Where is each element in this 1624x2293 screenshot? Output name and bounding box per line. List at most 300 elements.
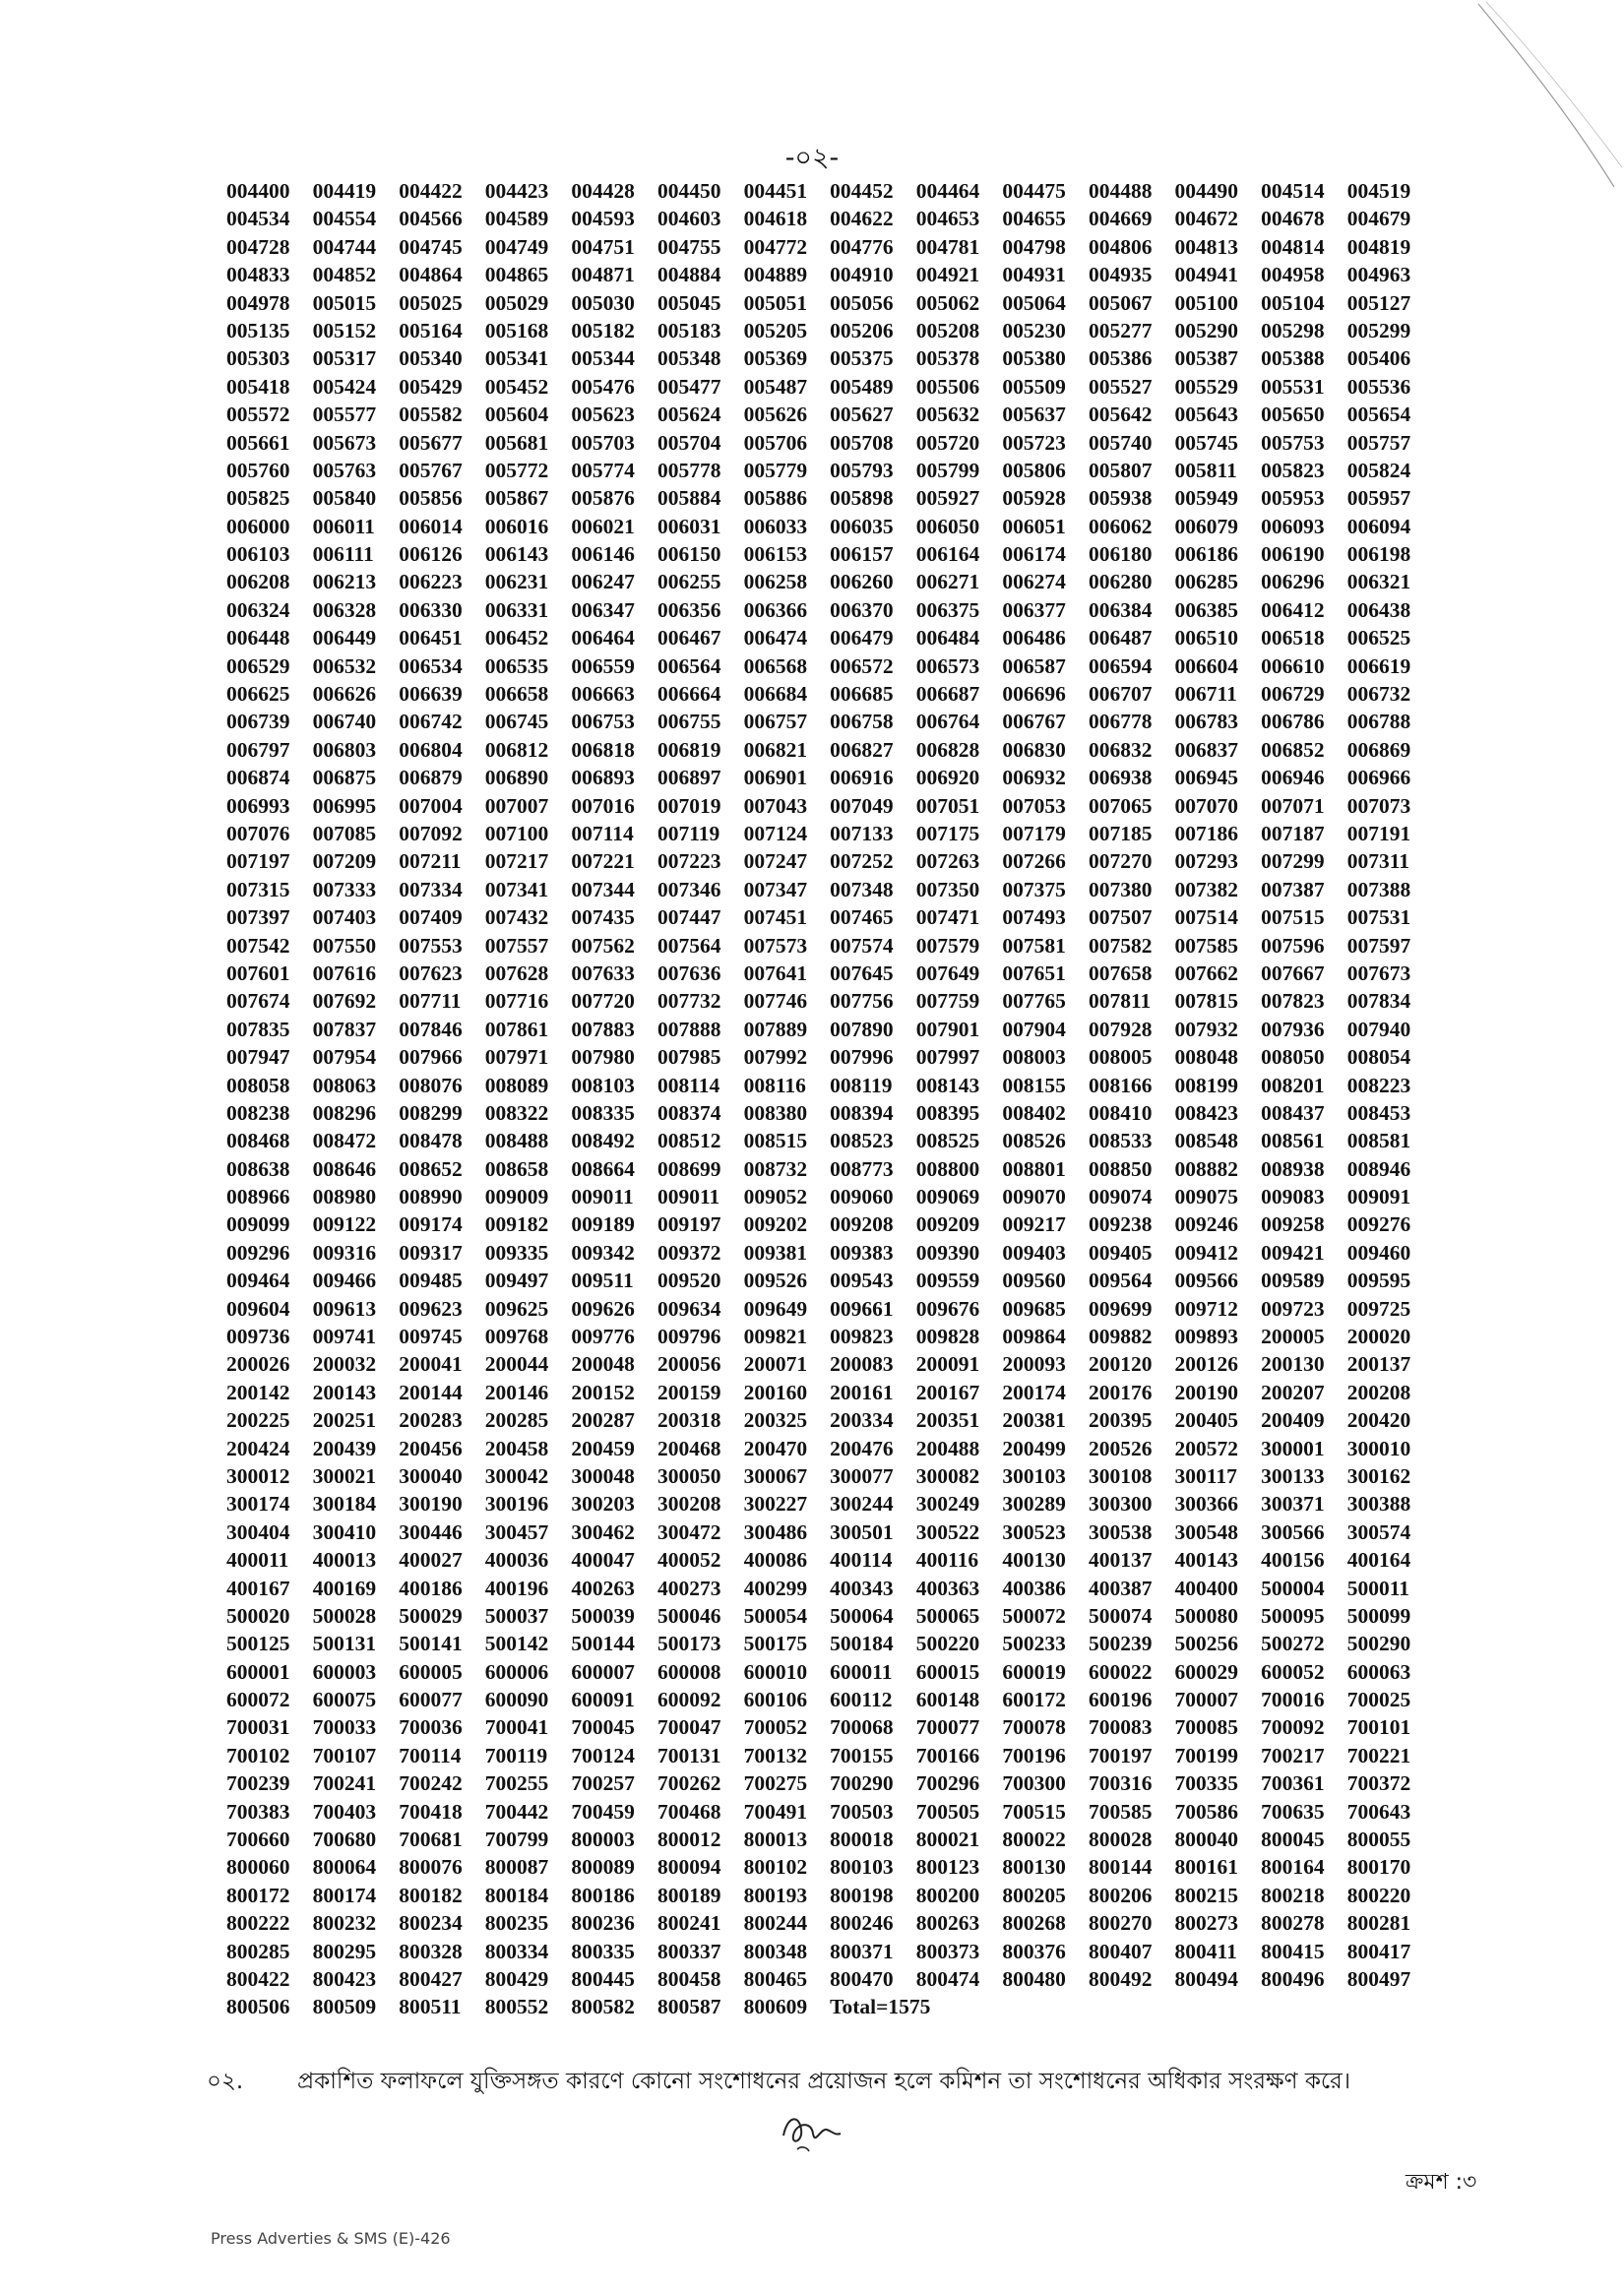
roll-number: 300366 xyxy=(1174,1492,1239,1517)
roll-number: 005856 xyxy=(399,486,463,511)
roll-number: 005298 xyxy=(1261,318,1325,342)
roll-number: 005206 xyxy=(830,318,894,342)
roll-number: 005673 xyxy=(312,430,377,455)
roll-row xyxy=(226,1267,1433,1294)
roll-number: 005760 xyxy=(226,458,290,482)
roll-number: 800144 xyxy=(1088,1855,1153,1880)
roll-number: 006658 xyxy=(484,682,549,707)
roll-number: 009613 xyxy=(312,1296,377,1321)
roll-number: 006711 xyxy=(1174,682,1237,707)
roll-number: 007573 xyxy=(743,933,808,958)
roll-number: 007581 xyxy=(1002,933,1066,958)
roll-number: 007388 xyxy=(1346,877,1411,901)
roll-number: 007065 xyxy=(1088,793,1153,818)
roll-number: 004488 xyxy=(1088,179,1153,203)
roll-number: 007382 xyxy=(1174,877,1239,901)
roll-number: 005056 xyxy=(830,290,894,315)
roll-row xyxy=(226,960,1433,987)
roll-number: 500029 xyxy=(399,1603,463,1628)
roll-number: 007997 xyxy=(915,1045,980,1070)
roll-number: 007221 xyxy=(571,849,635,874)
roll-number: 005624 xyxy=(656,403,721,427)
roll-number: 004749 xyxy=(484,234,549,259)
roll-number: 004653 xyxy=(915,207,980,231)
roll-number: 007996 xyxy=(830,1045,894,1070)
roll-number: 800022 xyxy=(1002,1828,1066,1852)
roll-number: 006103 xyxy=(226,542,290,567)
roll-number: 007674 xyxy=(226,989,290,1014)
roll-number: 008581 xyxy=(1346,1129,1411,1153)
roll-number: 004751 xyxy=(571,234,635,259)
roll-number: 700643 xyxy=(1346,1799,1411,1824)
roll-number: 700092 xyxy=(1261,1715,1325,1740)
roll-number: 007601 xyxy=(226,961,290,985)
roll-number: 700083 xyxy=(1088,1715,1153,1740)
roll-number: 800103 xyxy=(830,1855,894,1880)
roll-number: 400169 xyxy=(312,1576,377,1600)
roll-number: 008946 xyxy=(1346,1156,1411,1181)
roll-number: 007493 xyxy=(1002,905,1066,930)
roll-row xyxy=(226,1099,1433,1127)
roll-number: 700107 xyxy=(312,1743,377,1767)
roll-number: 800200 xyxy=(915,1883,980,1907)
roll-number: 007732 xyxy=(656,989,721,1014)
roll-number: 007645 xyxy=(830,961,894,985)
roll-row xyxy=(226,680,1433,708)
roll-number: 007574 xyxy=(830,933,894,958)
roll-number: 007016 xyxy=(571,793,635,818)
roll-number: 200091 xyxy=(915,1352,980,1377)
roll-number: 004566 xyxy=(399,207,463,231)
roll-number: 005720 xyxy=(915,430,980,455)
roll-number: 005290 xyxy=(1174,318,1239,342)
roll-number: 007471 xyxy=(915,905,980,930)
roll-number: 800582 xyxy=(571,1995,635,2019)
roll-number: 800295 xyxy=(312,1939,377,1963)
roll-number: 005452 xyxy=(484,374,549,399)
roll-number: 005793 xyxy=(830,458,894,482)
roll-number: 006274 xyxy=(1002,570,1066,594)
roll-number: 600112 xyxy=(830,1688,893,1712)
roll-number: 008492 xyxy=(571,1129,635,1153)
roll-number: 009258 xyxy=(1261,1212,1325,1237)
roll-number: 007186 xyxy=(1174,821,1239,845)
roll-number: 005811 xyxy=(1174,458,1237,482)
roll-number: 004514 xyxy=(1261,179,1325,203)
roll-number: 009074 xyxy=(1088,1185,1153,1209)
roll-number: 007004 xyxy=(399,793,463,818)
roll-number: 008166 xyxy=(1088,1073,1153,1097)
roll-number: 400196 xyxy=(484,1576,549,1600)
roll-number: 700068 xyxy=(830,1715,894,1740)
roll-number: 006366 xyxy=(743,597,808,622)
roll-number: 008773 xyxy=(830,1156,894,1181)
roll-number: 004450 xyxy=(656,179,721,203)
roll-number: 007397 xyxy=(226,905,290,930)
roll-number: 700077 xyxy=(915,1715,980,1740)
roll-number: 007557 xyxy=(484,933,549,958)
roll-number: 006050 xyxy=(915,514,980,538)
note-number: ০২. xyxy=(207,2069,244,2094)
roll-number: 400363 xyxy=(915,1576,980,1600)
roll-number: 007596 xyxy=(1261,933,1325,958)
roll-number: 004423 xyxy=(484,179,549,203)
roll-number: 200160 xyxy=(743,1380,808,1404)
roll-number: 008652 xyxy=(399,1156,463,1181)
roll-number: 800281 xyxy=(1346,1911,1411,1936)
roll-number: 007311 xyxy=(1346,849,1410,874)
roll-row xyxy=(226,932,1433,960)
roll-number: 800232 xyxy=(312,1911,377,1936)
roll-row xyxy=(226,568,1433,595)
roll-number: 800422 xyxy=(226,1967,290,1991)
roll-number: 005632 xyxy=(915,403,980,427)
roll-number: 005030 xyxy=(571,290,635,315)
roll-row xyxy=(226,1686,1433,1713)
roll-number: 009736 xyxy=(226,1325,290,1349)
roll-number: 006625 xyxy=(226,682,290,707)
roll-number: 007217 xyxy=(484,849,549,874)
roll-number: 800040 xyxy=(1174,1828,1239,1852)
roll-number: 600106 xyxy=(743,1688,808,1712)
roll-number: 009634 xyxy=(656,1296,721,1321)
roll-number: 200137 xyxy=(1346,1352,1411,1377)
roll-number: 006916 xyxy=(830,766,894,790)
roll-row xyxy=(226,289,1433,317)
roll-number: 006198 xyxy=(1346,542,1411,567)
roll-number: 009595 xyxy=(1346,1269,1411,1293)
roll-number: 800465 xyxy=(743,1967,808,1991)
roll-number: 006830 xyxy=(1002,737,1066,762)
roll-number: 008058 xyxy=(226,1073,290,1097)
roll-number: 004864 xyxy=(399,263,463,287)
roll-number: 009864 xyxy=(1002,1325,1066,1349)
roll-number: 800348 xyxy=(743,1939,808,1963)
roll-number: 007179 xyxy=(1002,821,1066,845)
roll-number: 007350 xyxy=(915,877,980,901)
roll-number: 009676 xyxy=(915,1296,980,1321)
roll-row xyxy=(226,1546,1433,1574)
roll-number: 800511 xyxy=(399,1995,462,2019)
roll-number: 007175 xyxy=(915,821,980,845)
roll-number: 600077 xyxy=(399,1688,463,1712)
roll-number: 008050 xyxy=(1261,1045,1325,1070)
roll-number: 007940 xyxy=(1346,1017,1411,1041)
roll-number: 009776 xyxy=(571,1325,635,1349)
roll-number: 600092 xyxy=(656,1688,721,1712)
roll-number: 004672 xyxy=(1174,207,1239,231)
roll-number-list xyxy=(226,177,1433,2021)
roll-number: 009122 xyxy=(312,1212,377,1237)
roll-number: 500074 xyxy=(1088,1603,1153,1628)
roll-number: 006828 xyxy=(915,737,980,762)
roll-number: 007191 xyxy=(1346,821,1411,845)
roll-number: 700241 xyxy=(312,1771,377,1796)
roll-number: 007092 xyxy=(399,821,463,845)
roll-number: 500256 xyxy=(1174,1632,1239,1656)
roll-number: 006126 xyxy=(399,542,463,567)
roll-number: 009276 xyxy=(1346,1212,1411,1237)
roll-row xyxy=(226,484,1433,512)
roll-number: 600022 xyxy=(1088,1659,1153,1684)
roll-number: 005487 xyxy=(743,374,808,399)
roll-number: 008664 xyxy=(571,1156,635,1181)
roll-number: 007187 xyxy=(1261,821,1325,845)
roll-number: 500095 xyxy=(1261,1603,1325,1628)
roll-number: 700503 xyxy=(830,1799,894,1824)
roll-number: 700635 xyxy=(1261,1799,1325,1824)
roll-number: 200176 xyxy=(1088,1380,1153,1404)
roll-number: 008515 xyxy=(743,1129,808,1153)
roll-row xyxy=(226,708,1433,735)
roll-number: 004519 xyxy=(1346,179,1411,203)
roll-number: 007846 xyxy=(399,1017,463,1041)
roll-number: 007759 xyxy=(915,989,980,1014)
roll-number: 004745 xyxy=(399,234,463,259)
roll-number: 800234 xyxy=(399,1911,463,1936)
roll-number: 006016 xyxy=(484,514,549,538)
roll-number: 006594 xyxy=(1088,653,1153,678)
roll-number: 700275 xyxy=(743,1771,808,1796)
roll-number: 004935 xyxy=(1088,263,1153,287)
roll-number: 300021 xyxy=(312,1463,377,1488)
roll-number: 500004 xyxy=(1261,1576,1325,1600)
roll-number: 700078 xyxy=(1002,1715,1066,1740)
roll-number: 008335 xyxy=(571,1100,635,1125)
roll-number: 007720 xyxy=(571,989,635,1014)
roll-row xyxy=(226,764,1433,791)
roll-number: 700296 xyxy=(915,1771,980,1796)
roll-number: 006818 xyxy=(571,737,635,762)
roll-number: 009745 xyxy=(399,1325,463,1349)
roll-number: 300108 xyxy=(1088,1463,1153,1488)
roll-number: 700799 xyxy=(484,1828,549,1852)
roll-number: 005753 xyxy=(1261,430,1325,455)
roll-number: 005369 xyxy=(743,346,808,371)
roll-number: 008238 xyxy=(226,1100,290,1125)
roll-number: 700217 xyxy=(1261,1743,1325,1767)
roll-number: 800003 xyxy=(571,1828,635,1852)
roll-number: 500290 xyxy=(1346,1632,1411,1656)
roll-number: 005745 xyxy=(1174,430,1239,455)
roll-number: 005898 xyxy=(830,486,894,511)
roll-row xyxy=(226,1210,1433,1238)
roll-number: 700442 xyxy=(484,1799,549,1824)
roll-number: 800273 xyxy=(1174,1911,1239,1936)
roll-number: 200083 xyxy=(830,1352,894,1377)
roll-row xyxy=(226,205,1433,232)
roll-number: 008199 xyxy=(1174,1073,1239,1097)
roll-number: 004776 xyxy=(830,234,894,259)
roll-number: 006869 xyxy=(1346,737,1411,762)
roll-number: 009741 xyxy=(312,1325,377,1349)
roll-number: 007007 xyxy=(484,793,549,818)
roll-number: 006208 xyxy=(226,570,290,594)
roll-number: 006852 xyxy=(1261,737,1325,762)
roll-number: 300300 xyxy=(1088,1492,1153,1517)
roll-row xyxy=(226,261,1433,288)
roll-number: 005303 xyxy=(226,346,290,371)
roll-number: 005953 xyxy=(1261,486,1325,511)
roll-number: 500144 xyxy=(571,1632,635,1656)
roll-number: 006190 xyxy=(1261,542,1325,567)
roll-number: 300472 xyxy=(656,1519,721,1544)
roll-number: 200208 xyxy=(1346,1380,1411,1404)
roll-number: 600015 xyxy=(915,1659,980,1684)
roll-number: 400400 xyxy=(1174,1576,1239,1600)
roll-number: 006525 xyxy=(1346,626,1411,651)
roll-number: 004678 xyxy=(1261,207,1325,231)
roll-number: 007344 xyxy=(571,877,635,901)
roll-number: 500046 xyxy=(656,1603,721,1628)
roll-number: 200048 xyxy=(571,1352,635,1377)
roll-number: 500020 xyxy=(226,1603,290,1628)
roll-number: 008990 xyxy=(399,1185,463,1209)
roll-number: 008512 xyxy=(656,1129,721,1153)
roll-number: 200152 xyxy=(571,1380,635,1404)
roll-row xyxy=(226,1490,1433,1518)
roll-number: 800278 xyxy=(1261,1911,1325,1936)
roll-number: 006742 xyxy=(399,710,463,734)
roll-number: 009589 xyxy=(1261,1269,1325,1293)
roll-number: 007954 xyxy=(312,1045,377,1070)
roll-number: 800205 xyxy=(1002,1883,1066,1907)
roll-number: 004475 xyxy=(1002,179,1066,203)
roll-number: 008882 xyxy=(1174,1156,1239,1181)
roll-number: 007633 xyxy=(571,961,635,985)
roll-number: 006559 xyxy=(571,653,635,678)
roll-number: 009768 xyxy=(484,1325,549,1349)
roll-number: 400114 xyxy=(830,1548,893,1573)
roll-number: 009069 xyxy=(915,1185,980,1209)
roll-number: 006604 xyxy=(1174,653,1239,678)
roll-number: 200005 xyxy=(1261,1325,1325,1349)
roll-number: 006356 xyxy=(656,597,721,622)
roll-row xyxy=(226,1713,1433,1741)
roll-number: 006995 xyxy=(312,793,377,818)
roll-number: 006879 xyxy=(399,766,463,790)
roll-number: 006572 xyxy=(830,653,894,678)
roll-number: 800552 xyxy=(484,1995,549,2019)
roll-number: 300289 xyxy=(1002,1492,1066,1517)
roll-number: 600001 xyxy=(226,1659,290,1684)
roll-number: 004589 xyxy=(484,207,549,231)
roll-number: 006164 xyxy=(915,542,980,567)
roll-number: 007992 xyxy=(743,1045,808,1070)
roll-row xyxy=(226,1993,1433,2020)
roll-number: 007985 xyxy=(656,1045,721,1070)
roll-number: 006529 xyxy=(226,653,290,678)
roll-number: 400263 xyxy=(571,1576,635,1600)
roll-number: 007119 xyxy=(656,821,720,845)
roll-number: 800193 xyxy=(743,1883,808,1907)
roll-number: 700300 xyxy=(1002,1771,1066,1796)
roll-number: 300446 xyxy=(399,1519,463,1544)
roll-number: 008410 xyxy=(1088,1100,1153,1125)
roll-number: 006696 xyxy=(1002,682,1066,707)
roll-number: 400130 xyxy=(1002,1548,1066,1573)
roll-number: 007019 xyxy=(656,793,721,818)
roll-number: 008299 xyxy=(399,1100,463,1125)
roll-number: 006412 xyxy=(1261,597,1325,622)
roll-number: 400343 xyxy=(830,1576,894,1600)
roll-number: 009526 xyxy=(743,1269,808,1293)
roll-number: 800184 xyxy=(484,1883,549,1907)
roll-number: 005823 xyxy=(1261,458,1325,482)
roll-number: 005757 xyxy=(1346,430,1411,455)
roll-row xyxy=(226,1323,1433,1350)
roll-number: 007553 xyxy=(399,933,463,958)
roll-number: 007515 xyxy=(1261,905,1325,930)
roll-number: 005886 xyxy=(743,486,808,511)
roll-number: 007514 xyxy=(1174,905,1239,930)
roll-number: 005763 xyxy=(312,458,377,482)
roll-number: 005051 xyxy=(743,290,808,315)
roll-number: 004813 xyxy=(1174,234,1239,259)
roll-number: 007341 xyxy=(484,877,549,901)
roll-number: 004490 xyxy=(1174,179,1239,203)
roll-number: 009405 xyxy=(1088,1240,1153,1265)
roll-number: 005884 xyxy=(656,486,721,511)
roll-number: 200190 xyxy=(1174,1380,1239,1404)
roll-number: 800236 xyxy=(571,1911,635,1936)
roll-number: 700239 xyxy=(226,1771,290,1796)
roll-number: 009604 xyxy=(226,1296,290,1321)
roll-number: 500220 xyxy=(915,1632,980,1656)
roll-number: 600005 xyxy=(399,1659,463,1684)
roll-number: 006079 xyxy=(1174,514,1239,538)
roll-number: 600006 xyxy=(484,1659,549,1684)
roll-number: 300133 xyxy=(1261,1463,1325,1488)
roll-number: 009383 xyxy=(830,1240,894,1265)
roll-number: 006146 xyxy=(571,542,635,567)
roll-number: 800494 xyxy=(1174,1967,1239,1991)
roll-number: 006783 xyxy=(1174,710,1239,734)
roll-number: 700016 xyxy=(1261,1688,1325,1712)
roll-number: 005938 xyxy=(1088,486,1153,511)
roll-number: 007928 xyxy=(1088,1017,1153,1041)
roll-number: 006534 xyxy=(399,653,463,678)
roll-number: 007531 xyxy=(1346,905,1411,930)
roll-number: 006993 xyxy=(226,793,290,818)
roll-number: 007651 xyxy=(1002,961,1066,985)
page-number: -০২- xyxy=(784,143,840,173)
roll-number: 005867 xyxy=(484,486,549,511)
roll-number: 007085 xyxy=(312,821,377,845)
roll-number: 005840 xyxy=(312,486,377,511)
roll-number: 600091 xyxy=(571,1688,635,1712)
roll-number: 400386 xyxy=(1002,1576,1066,1600)
roll-number: 006347 xyxy=(571,597,635,622)
roll-number: 007051 xyxy=(915,793,980,818)
roll-number: 007465 xyxy=(830,905,894,930)
roll-number: 500037 xyxy=(484,1603,549,1628)
total-count: Total=1575 xyxy=(830,1995,931,2019)
roll-number: 800328 xyxy=(399,1939,463,1963)
roll-number: 007636 xyxy=(656,961,721,985)
roll-number: 800285 xyxy=(226,1939,290,1963)
roll-row xyxy=(226,876,1433,903)
roll-row xyxy=(226,652,1433,680)
roll-number: 005205 xyxy=(743,318,808,342)
roll-number: 005642 xyxy=(1088,403,1153,427)
roll-number: 005277 xyxy=(1088,318,1153,342)
roll-number: 007579 xyxy=(915,933,980,958)
roll-number: 007623 xyxy=(399,961,463,985)
roll-number: 006745 xyxy=(484,710,549,734)
roll-number: 006062 xyxy=(1088,514,1153,538)
roll-number: 300227 xyxy=(743,1492,808,1517)
